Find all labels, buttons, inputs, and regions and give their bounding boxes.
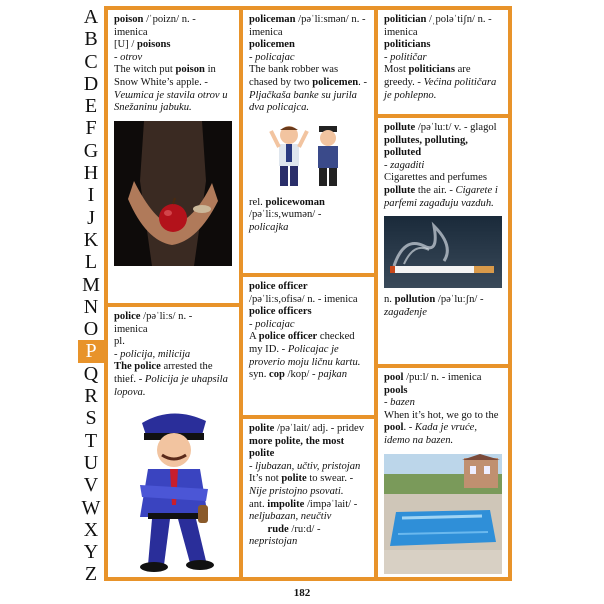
alphabet-letter-m[interactable]: M: [82, 273, 100, 296]
example-keyword: pollute: [384, 184, 416, 196]
example-text: . -: [403, 422, 415, 434]
entry-pool: [378, 368, 508, 577]
part-of-speech: imenica: [114, 323, 148, 335]
woman-holding-apple-image: [114, 121, 232, 266]
alphabet-letter-z[interactable]: Z: [84, 563, 98, 586]
page-number: 182: [293, 587, 311, 599]
headword: poison: [114, 14, 144, 25]
alphabet-letter-k[interactable]: K: [83, 228, 99, 251]
translation: - bazen: [384, 397, 415, 409]
headword: politician: [384, 14, 427, 25]
plural-form: poisons: [136, 39, 171, 51]
alphabet-letter-y[interactable]: Y: [83, 541, 99, 564]
plural-form: pools: [384, 384, 408, 396]
alphabet-letter-w[interactable]: W: [81, 496, 101, 519]
translation: - ljubazan, učtiv, pristojan: [249, 460, 361, 472]
pronunciation: /pəˈlait/ adj. - pridev: [274, 423, 365, 434]
synonym-label: syn.: [249, 369, 270, 381]
antonym-word: rude: [267, 523, 289, 535]
headword: police officer: [249, 281, 308, 292]
example-keyword: pool: [384, 422, 404, 434]
translation: - zagaditi: [384, 159, 425, 171]
alphabet-letter-i[interactable]: I: [87, 184, 95, 207]
example-keyword: police officer: [258, 331, 318, 343]
example-text: Most: [384, 64, 409, 76]
antonym-pronunciation: /impəˈlait/ -: [304, 498, 358, 510]
usage-label: [U] /: [114, 39, 137, 51]
alphabet-letter-h[interactable]: H: [83, 162, 99, 185]
alphabet-letter-p[interactable]: P: [78, 340, 104, 362]
example-keyword: politicians: [408, 64, 455, 76]
example-text: are greedy. -: [384, 64, 471, 88]
translation: - policajac: [249, 51, 295, 63]
pronunciation: /ˌpoləˈtiʃn/ n. - imenica: [384, 14, 492, 38]
example-translation: Cigarete i parfemi zagađuju vazduh.: [384, 184, 498, 209]
alphabet-letter-q[interactable]: Q: [83, 362, 99, 385]
headword: polite: [249, 423, 275, 434]
entry-poison: [108, 10, 239, 303]
example-text: . -: [358, 76, 367, 88]
smoking-cigarette-image: [384, 216, 502, 288]
alphabet-letter-x[interactable]: X: [83, 518, 99, 541]
example-translation: Većina političara je pohlepno.: [384, 76, 497, 101]
translation: - političar: [384, 51, 427, 63]
alphabet-letter-b[interactable]: B: [84, 28, 98, 51]
example-keyword: polite: [281, 473, 307, 485]
cartoon-policeman-image: [114, 405, 232, 575]
entry-polite: [243, 419, 374, 577]
derivative-translation: zagađenje: [384, 306, 427, 318]
example-text: Cigarettes and perfumes: [384, 172, 487, 184]
comparative-forms: more polite, the most polite: [249, 435, 345, 460]
headword: police: [114, 311, 141, 322]
entry-police: [108, 307, 239, 577]
related-translation: policajka: [249, 221, 289, 233]
example-text: The witch put: [114, 64, 176, 76]
synonym-word: cop: [269, 369, 285, 381]
example-text: in Snow White’s apple. -: [114, 64, 216, 88]
antonym-translation: neljubazan, neučtiv: [249, 511, 332, 523]
example-translation: Pljačkaša banke su jurila dva policajca.: [249, 89, 357, 114]
example-keyword: The police: [114, 361, 161, 373]
alphabet-letter-f[interactable]: F: [85, 117, 97, 140]
antonym-translation: nepristojan: [249, 536, 298, 548]
example-text: The bank robber was chased by two: [249, 64, 339, 88]
example-translation: Vештica je stavila otrov u Snežaninu jabuku.: [114, 89, 228, 114]
pronunciation: /pəˈliːs/ n. -: [140, 311, 193, 322]
antonym-label: ant.: [249, 498, 268, 510]
example-text: It’s not: [249, 473, 282, 485]
example-translation: Policajac je proverio moju ličnu kartu.: [249, 343, 361, 368]
verb-forms: pollutes, polluting, polluted: [384, 134, 468, 159]
two-police-officers-image: [249, 121, 367, 189]
example-text: the air. -: [415, 184, 456, 196]
entry-politician: [378, 10, 508, 114]
example-text: When it’s hot, we go to the: [384, 409, 499, 421]
antonym-pronunciation: /ruːd/ -: [288, 523, 321, 535]
plural-form: politicians: [384, 39, 431, 51]
pronunciation: /pəˈliːsmən/ n. - imenica: [249, 14, 366, 38]
synonym-pronunciation: /kop/ -: [284, 369, 319, 381]
headword: pool: [384, 372, 404, 383]
entry-policeman: [243, 10, 374, 273]
example-keyword: poison: [175, 64, 205, 76]
alphabet-index: [78, 6, 104, 586]
related-pronunciation: /pəˈliːs,wumən/ -: [249, 209, 322, 221]
alphabet-letter-d[interactable]: D: [83, 72, 99, 95]
plural-label: pl.: [114, 336, 125, 348]
dictionary-page: [104, 6, 512, 581]
alphabet-letter-t[interactable]: T: [84, 429, 98, 452]
swimming-pool-image: [384, 454, 502, 574]
alphabet-letter-u[interactable]: U: [83, 451, 99, 474]
example-text: to swear. -: [306, 473, 354, 485]
example-text: arrested the thief. -: [114, 361, 213, 385]
alphabet-letter-n[interactable]: N: [83, 295, 99, 318]
derivative-word: pollution: [394, 294, 436, 306]
translation: - policija, milicija: [114, 348, 191, 360]
pronunciation: /puːl/ n. - imenica: [403, 372, 482, 383]
example-text: checked my ID. -: [249, 331, 355, 355]
entry-pollute: [378, 118, 508, 364]
part-of-speech: imenica: [114, 26, 148, 38]
alphabet-letter-s[interactable]: S: [85, 407, 97, 430]
alphabet-letter-c[interactable]: C: [84, 50, 98, 73]
related-label: rel.: [249, 196, 266, 208]
synonym-translation: pajkan: [318, 369, 348, 381]
translation: - otrov: [114, 51, 143, 63]
pronunciation: /pəˈliːs,ofisə/ n. - imenica: [249, 293, 358, 305]
example-translation: Nije pristojno psovati.: [249, 485, 344, 497]
alphabet-letter-l[interactable]: L: [84, 251, 98, 274]
entry-police-officer: [243, 277, 374, 415]
example-text: A: [249, 331, 259, 343]
example-keyword: policemen: [312, 76, 359, 88]
plural-form: policemen: [249, 39, 295, 51]
alphabet-letter-r[interactable]: R: [84, 385, 98, 408]
example-translation: Kada je vruće, idemo na bazen.: [384, 422, 477, 446]
derivative-label: n.: [384, 294, 395, 306]
pronunciation: /ˈpoizn/ n. -: [143, 14, 196, 25]
alphabet-letter-v[interactable]: V: [83, 474, 99, 497]
alphabet-letter-e[interactable]: E: [84, 95, 98, 118]
alphabet-letter-g[interactable]: G: [83, 139, 99, 162]
derivative-pronunciation: /pəˈluːʃn/ -: [435, 294, 484, 306]
headword: policeman: [249, 14, 296, 25]
translation: - policajac: [249, 318, 295, 330]
alphabet-letter-a[interactable]: A: [83, 6, 99, 28]
alphabet-letter-j[interactable]: J: [87, 206, 95, 229]
alphabet-letter-o[interactable]: O: [83, 318, 99, 341]
pronunciation: /pəˈluːt/ v. - glagol: [415, 122, 497, 133]
example-translation: Policija je uhapsila lopova.: [114, 373, 228, 398]
antonym-word: impolite: [267, 498, 305, 510]
plural-form: police officers: [249, 306, 312, 318]
headword: pollute: [384, 122, 416, 133]
related-word: policewoman: [265, 196, 325, 208]
